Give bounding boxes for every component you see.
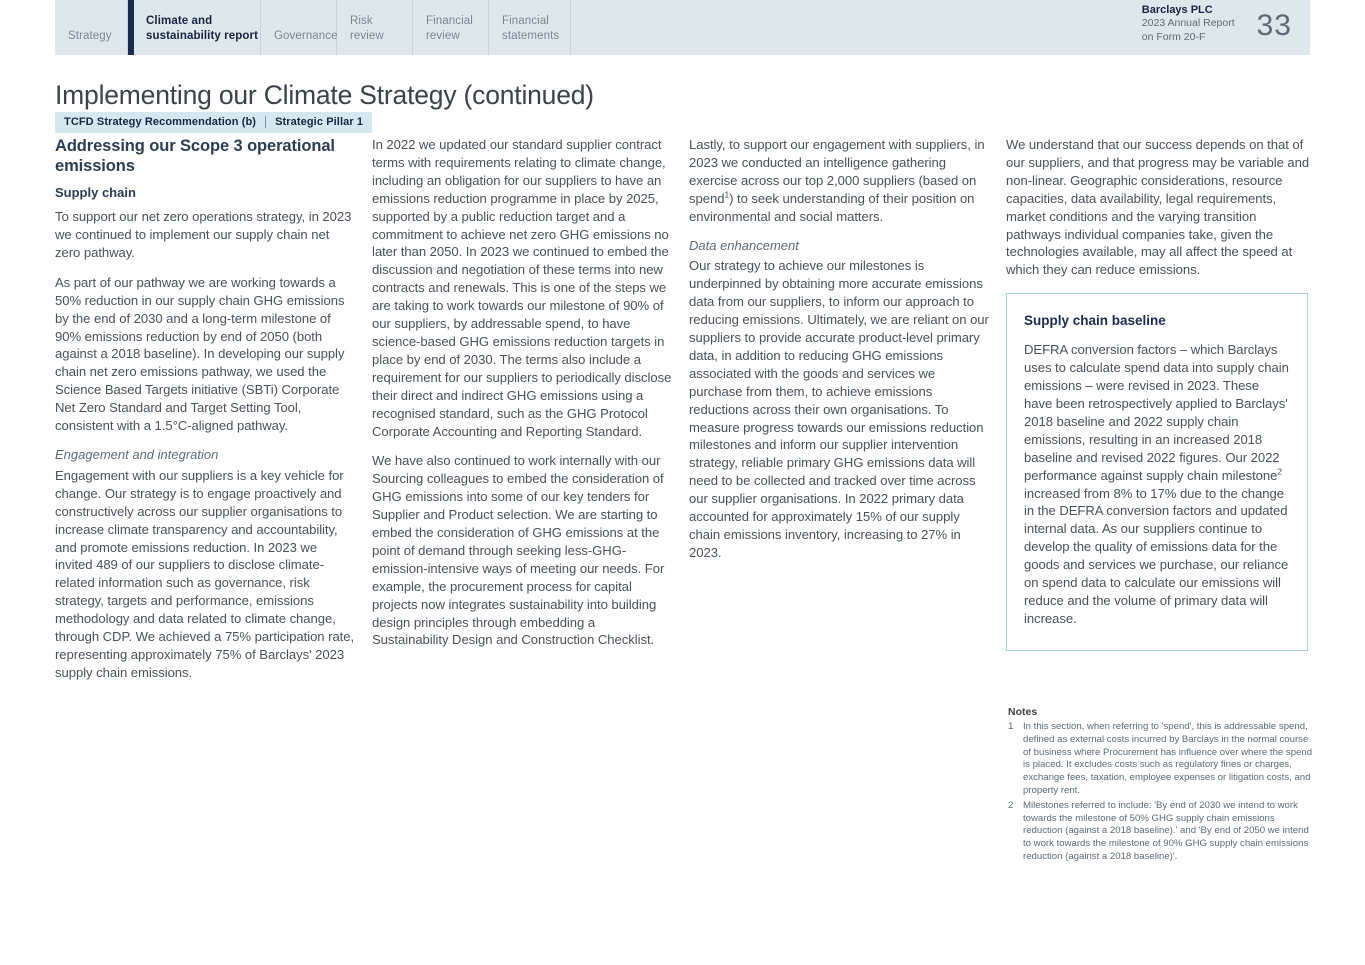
- column1-paragraph-1: To support our net zero operations strategy, in 2023 we continued to implement our supply chain net zero pathway.: [55, 209, 352, 260]
- column3-paragraph-1-text-after: ) to seek understanding of their position on environmental and social matters.: [689, 190, 975, 224]
- column-4: [1006, 136, 1310, 682]
- callout-title: Supply chain baseline: [1024, 313, 1166, 329]
- nav-tab-financial-statements-line1: Financial: [502, 15, 549, 28]
- nav-tab-strategy[interactable]: [55, 0, 128, 55]
- nav-tab-financial-review-line2: review: [426, 29, 460, 42]
- column-1: [55, 136, 355, 682]
- section-navigation-bar: [55, 0, 1310, 55]
- column3-paragraph-1-text-before: Lastly, to support our engagement with suppliers, in 2023 we conducted an intelligence gathering exercise across our top 2,000 suppliers (based on spend: [689, 137, 985, 206]
- note-item: [1008, 800, 1313, 864]
- nav-tab-climate-and-sustainability-report[interactable]: [128, 0, 261, 55]
- supply-chain-baseline-callout: [1006, 293, 1308, 651]
- column2-paragraph-1: In 2022 we updated our standard supplier contract terms with requirements relating to climate change, including an obligation for our suppliers to have an emissions reduction programme in place by 2025, supported by a public reduction target and a commitment to achieve net zero GHG emissions no later than 2050. In 2023 we continued to embed the discussion and negotiation of these terms into new contracts and renewals. This is one of the steps we are taking to work towards our milestone of 90% of our suppliers, by addressable spend, to have science-based GHG emissions reduction targets in place by end of 2030. The terms also include a requirement for our suppliers to periodically disclose their direct and indirect GHG emissions using a recognised standard, such as the GHG Protocol Corporate Accounting and Reporting Standard.: [372, 137, 672, 439]
- nav-tab-strategy-line1: Strategy: [68, 29, 112, 42]
- column1-paragraph-2: As part of our pathway we are working towards a 50% reduction in our supply chain GHG emissions by the end of 2030 and a long-term milestone of 90% emissions reduction by end of 2050 (both against a 2018 baseline). In developing our supply chain net zero emissions pathway, we used the Science Based Targets initiative (SBTi) Corporate Net Zero Standard and Target Setting Tool, consistent with a 1.5°C-aligned pathway.: [55, 274, 345, 434]
- footnote-reference-1[interactable]: 1: [724, 189, 730, 200]
- nav-tab-risk-line2: review: [350, 29, 384, 42]
- column3-paragraph-2: Our strategy to achieve our milestones is underpinned by obtaining more accurate emissions data from our suppliers, to inform our approach to reducing emissions. Ultimately, we are reliant on our suppliers to provide accurate product-level primary data, in addition to reducing GHG emissions associated with the goods and services we purchase from them, to achieve emissions reductions across their own organisations. To measure progress towards our emissions reduction milestones and inform our supplier intervention strategy, reliable primary GHG emissions data will need to be collected and tracked over time across our supplier organisations. In 2022 primary data accounted for approximately 15% of our supply chain emissions inventory, increasing to 27% in 2023.: [689, 258, 989, 560]
- notes-section: [1008, 706, 1313, 866]
- article-columns: [55, 136, 1310, 682]
- nav-tab-risk-review[interactable]: [337, 0, 413, 55]
- note-text: In this section, when referring to 'spend', this is addressable spend, defined as external costs incurred by Barclays in the normal course of business where Procurement has influence over where the spend is placed. It excludes costs such as regulatory fines or charges, exchange fees, taxation, employee expenses or litigation costs, and property rent.: [1023, 721, 1313, 796]
- report-title-line2: on Form 20-F: [1141, 31, 1206, 44]
- nav-tab-climate-line2: sustainability report: [146, 29, 259, 42]
- subsection-heading-supply-chain: Supply chain: [55, 185, 136, 201]
- page-number: 33: [1256, 9, 1292, 42]
- column4-paragraph-1: We understand that our success depends on that of our suppliers, and that progress may be variable and non-linear. Geographic considerations, resource capacities, data availability, legal requirements, market conditions and the varying transition pathways individual companies take, given the technologies available, may all affect the speed at which they can reduce emissions.: [1006, 137, 1310, 278]
- nav-spacer: [571, 0, 1142, 55]
- note-item: [1008, 721, 1313, 798]
- callout-body: [1024, 341, 1290, 628]
- report-title-line1: 2023 Annual Report: [1141, 17, 1235, 30]
- nav-tab-climate-line1: Climate and: [146, 15, 213, 28]
- section-heading: Addressing our Scope 3 operational emissions: [55, 137, 335, 176]
- tcfd-tag-recommendation: TCFD Strategy Recommendation (b): [64, 116, 257, 128]
- nav-tab-financial-review[interactable]: [413, 0, 489, 55]
- report-meta-text: [1142, 3, 1235, 45]
- notes-heading: Notes: [1008, 706, 1038, 718]
- footnote-reference-2[interactable]: 2: [1277, 466, 1283, 477]
- subsection-heading-data-enhancement: Data enhancement: [689, 237, 799, 253]
- column2-paragraph-2: We have also continued to work internally with our Sourcing colleagues to embed the consideration of GHG emissions into some of our key tenders for Supplier and Product selection. We are starting to embed the consideration of GHG emissions at the point of demand through seeking less-GHG-emission-intensive ways of meeting our needs. For example, the procurement process for capital projects now integrates sustainability into building design principles through embedding a Sustainability Design and Construction Checklist.: [372, 453, 665, 648]
- column3-paragraph-1: [689, 136, 989, 226]
- nav-tab-financial-statements[interactable]: [489, 0, 571, 55]
- page-title: Implementing our Climate Strategy (continued): [55, 79, 594, 110]
- subsection-heading-engagement-and-integration: Engagement and integration: [55, 447, 219, 463]
- note-number: 1: [1008, 721, 1014, 732]
- nav-tab-governance-line1: Governance: [274, 29, 338, 42]
- note-text: Milestones referred to include: 'By end of 2030 we intend to work towards the milestone of 50% GHG supply chain emissions reduction (against a 2018 baseline).' and 'By end of 2050 we intend to work towards the milestone of 90% GHG supply chain emissions reduction (against a 2018 baseline)'.: [1023, 799, 1309, 862]
- callout-text-before: DEFRA conversion factors – which Barclays uses to calculate spend data into supply chain emissions – were revised in 2023. These have been retrospectively applied to Barclays' 2018 baseline and 2022 supply chain emissions, resulting in an increased 2018 baseline and revised 2022 figures. Our 2022 performance against supply chain milestone: [1024, 342, 1289, 483]
- callout-text-after: increased from 8% to 17% due to the change in the DEFRA conversion factors and updated internal data. As our suppliers continue to develop the quality of emissions data for the goods and services we purchase, our reliance on spend data to calculate our emissions will reduce and the volume of primary data will increase.: [1024, 485, 1289, 626]
- tcfd-tag-pillar: Strategic Pillar 1: [275, 116, 364, 128]
- report-meta: [1142, 0, 1310, 55]
- brand-name: Barclays PLC: [1141, 3, 1213, 16]
- nav-tab-governance[interactable]: [261, 0, 337, 55]
- nav-tab-risk-line1: Risk: [350, 15, 373, 28]
- column1-paragraph-3: Engagement with our suppliers is a key vehicle for change. Our strategy is to engage proactively and constructively across our supplier organisations to increase climate transparency and accountability, and promote emissions reduction. In 2023 we invited 489 of our suppliers to disclose climate-related information such as governance, risk strategy, targets and performance, emissions methodology and data related to climate change, through CDP. We achieved a 75% participation rate, representing approximately 75% of Barclays' 2023 supply chain emissions.: [55, 467, 355, 680]
- column-3: [689, 136, 989, 682]
- tcfd-strategy-tag: [55, 112, 372, 133]
- column-2: [372, 136, 672, 682]
- nav-tab-financial-statements-line2: statements: [502, 29, 560, 42]
- nav-tab-financial-review-line1: Financial: [426, 15, 473, 28]
- note-number: 2: [1008, 799, 1014, 811]
- tcfd-tag-divider: [265, 116, 266, 128]
